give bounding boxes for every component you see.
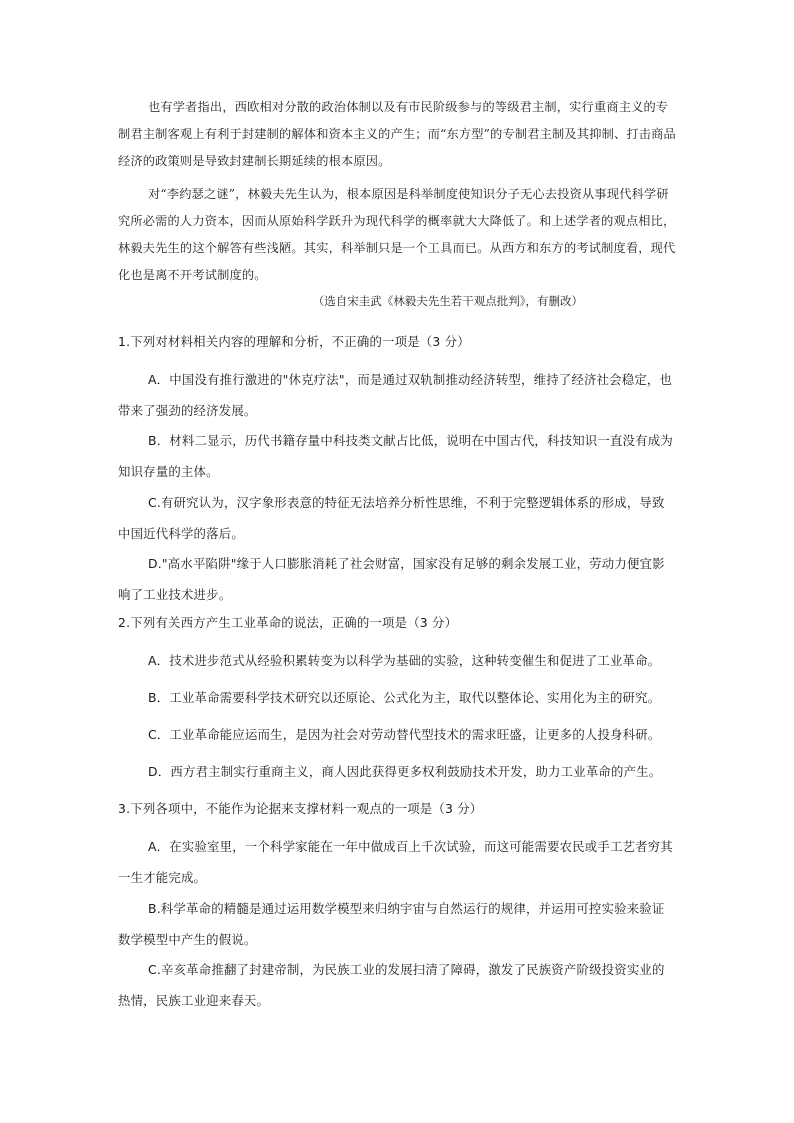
- passage-source: （选自宋圭武《林毅夫先生若干观点批判》，有删改）: [312, 294, 583, 308]
- question-1-stem: 1.下列对材料相关内容的理解和分析，不正确的一项是（3 分）: [118, 334, 470, 349]
- question-1-option-a: A．中国没有推行激进的"休克疗法"，而是通过双轨制推动经济转型，维持了经济社会稳定，也带来了强劲的经济发展。: [118, 372, 673, 418]
- passage-paragraph-2: 对“李约瑟之谜”，林毅夫先生认为，根本原因是科举制度使知识分子无心去投资从事现代科学研究所必需的人力资本，因而从原始科学跃升为现代科学的概率就大大降低了。和上述学者的观点相比，林毅夫先生的这个解答有些浅陋。其实，科举制只是一个工具而已。从西方和东方的考试制度看，现代化也是离不开考试制度的。: [118, 187, 676, 282]
- question-1-option-b: B．材料二显示，历代书籍存量中科技类文献占比低，说明在中国古代，科技知识一直没有成为知识存量的主体。: [118, 433, 673, 479]
- question-2-option-c: C．工业革命能应运而生，是因为社会对劳动替代型技术的需求旺盛，让更多的人投身科研。: [148, 727, 661, 742]
- question-2-option-b: B．工业革命需要科学技术研究以还原论、公式化为主，取代以整体论、实用化为主的研究。: [148, 690, 661, 705]
- question-3-option-c: C.辛亥革命推翻了封建帝制，为民族工业的发展扫清了障碍，激发了民族资产阶级投资实业的热情，民族工业迎来春天。: [118, 962, 665, 1008]
- passage-paragraph-1: 也有学者指出，西欧相对分散的政治体制以及有市民阶级参与的等级君主制，实行重商主义的专制君主制客观上有利于封建制的解体和资本主义的产生；而“东方型”的专制君主制及其抑制、打击商品经济的政策则是导致封建制长期延续的根本原因。: [118, 100, 676, 168]
- question-1-option-c: C.有研究认为，汉字象形表意的特征无法培养分析性思维，不利于完整逻辑体系的形成，导致中国近代科学的落后。: [118, 495, 665, 541]
- question-2-option-d: D．西方君主制实行重商主义，商人因此获得更多权利鼓励技术开发，助力工业革命的产生。: [148, 764, 662, 779]
- question-3-stem: 3.下列各项中，不能作为论据来支撑材料一观点的一项是（3 分）: [118, 801, 483, 816]
- question-3-option-b: B.科学革命的精髓是通过运用数学模型来归纳宇宙与自然运行的规律，并运用可控实验来验证数学模型中产生的假说。: [118, 901, 665, 947]
- question-3-option-a: A．在实验室里，一个科学家能在一年中做成百上千次试验，而这可能需要农民或手工艺者穷其一生才能完成。: [118, 839, 673, 885]
- question-2-option-a: A．技术进步范式从经验积累转变为以科学为基础的实验，这种转变催生和促进了工业革命。: [148, 653, 661, 668]
- question-2-stem: 2.下列有关西方产生工业革命的说法，正确的一项是（3 分）: [118, 615, 458, 630]
- question-1-option-d: D."高水平陷阱"缘于人口膨胀消耗了社会财富，国家没有足够的剩余发展工业，劳动力便宜影响了工业技术进步。: [118, 556, 665, 602]
